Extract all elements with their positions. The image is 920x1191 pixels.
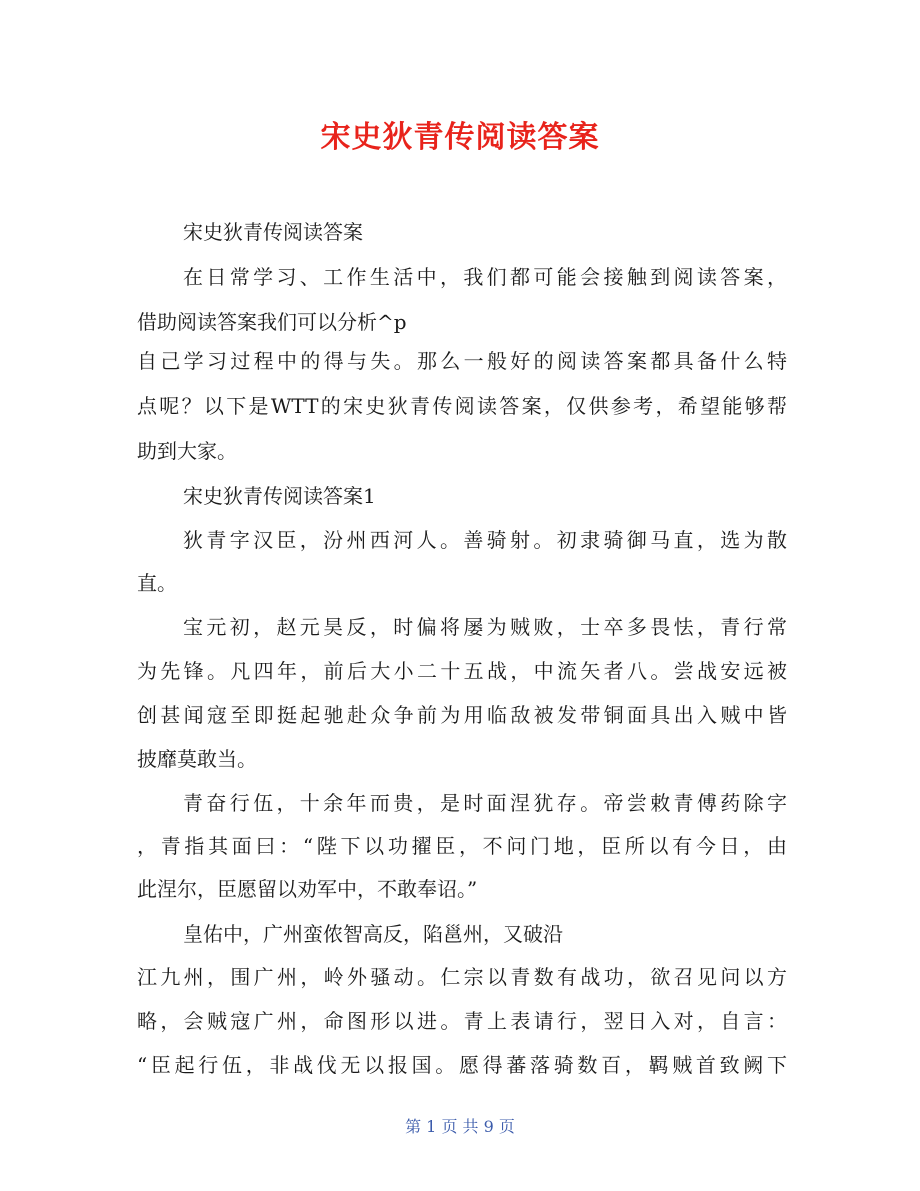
text-line: “臣起行伍，非战伐无以报国。愿得蕃落骑数百，羁贼首致阙下	[137, 1053, 787, 1077]
text-line: 此涅尔，臣愿留以劝军中，不敢奉诏。”	[137, 877, 478, 901]
text-line: 创甚闻寇至即挺起驰赴众争前为用临敌被发带铜面具出入贼中皆	[137, 703, 787, 727]
text-line: 借助阅读答案我们可以分析^p	[137, 310, 407, 334]
text-line: 在日常学习、工作生活中，我们都可能会接触到阅读答案，	[183, 265, 787, 289]
text-line: 青奋行伍，十余年而贵，是时面涅犹存。帝尝敕青傅药除字	[183, 791, 787, 815]
text-line: 狄青字汉臣，汾州西河人。善骑射。初隶骑御马直，选为散	[183, 528, 787, 552]
page-number: 第 1 页 共 9 页	[405, 1117, 515, 1136]
text-line: 助到大家。	[137, 439, 237, 463]
text-line: 略，会贼寇广州，命图形以进。青上表请行，翌日入对，自言：	[137, 1009, 787, 1033]
text-line: 自己学习过程中的得与失。那么一般好的阅读答案都具备什么特	[137, 349, 787, 373]
text-line: 宋史狄青传阅读答案1	[183, 484, 376, 508]
text-line: 江九州，围广州，岭外骚动。仁宗以青数有战功，欲召见问以方	[137, 965, 787, 989]
text-line: 宝元初，赵元昊反，时偏将屡为贼败，士卒多畏怯，青行常	[183, 615, 787, 639]
text-line: 点呢？以下是WTT的宋史狄青传阅读答案，仅供参考，希望能够帮	[137, 394, 787, 418]
text-line: 皇佑中，广州蛮侬智高反，陷邕州，又破沿	[183, 922, 563, 946]
text-line: ，青指其面曰：“陛下以功擢臣，不问门地，臣所以有今日，由	[137, 834, 787, 858]
text-line: 直。	[137, 571, 177, 595]
text-line: 为先锋。凡四年，前后大小二十五战，中流矢者八。尝战安远被	[137, 659, 787, 683]
text-line: 披靡莫敢当。	[137, 747, 257, 771]
text-line: 宋史狄青传阅读答案	[183, 220, 363, 244]
document-title: 宋史狄青传阅读答案	[320, 120, 600, 155]
